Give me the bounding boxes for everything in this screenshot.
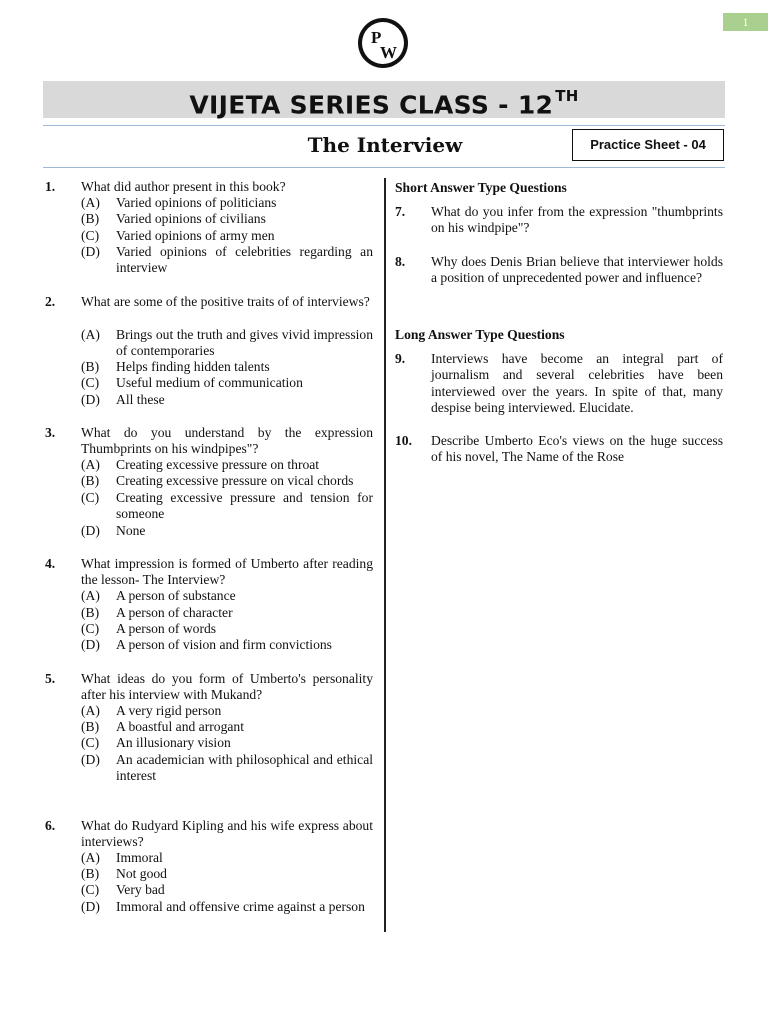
question-number: 6. xyxy=(45,818,56,833)
question-number: 9. xyxy=(395,351,406,366)
question-text: Describe Umberto Eco's views on the huge success of his novel, The Name of the Rose xyxy=(431,433,723,465)
question-number: 1. xyxy=(45,179,56,194)
question-text: What did author present in this book? xyxy=(81,179,286,194)
short-answer-heading: Short Answer Type Questions xyxy=(395,180,567,195)
series-title-sup: TH xyxy=(555,87,579,105)
question-text: What ideas do you form of Umberto's personality after his interview with Mukand? xyxy=(81,671,373,703)
question-text: What are some of the positive traits of of interviews? xyxy=(81,294,370,309)
question-text: Interviews have become an integral part of journalism and several celebrities have been interviewed over the years. In spite of that, many despise being interviewed. Elucidate. xyxy=(431,351,723,415)
question-text: What impression is formed of Umberto after reading the lesson- The Interview? xyxy=(81,556,373,588)
pw-logo xyxy=(358,18,408,68)
question-text: What do you understand by the expression Thumbprints on his windpipes"? xyxy=(81,425,373,457)
question-number: 8. xyxy=(395,254,406,269)
page-number: 1 xyxy=(723,13,768,31)
question-number: 5. xyxy=(45,671,56,686)
question-number: 3. xyxy=(45,425,56,440)
header-rule-top xyxy=(43,125,725,126)
series-title: VIJETA SERIES CLASS - 12 xyxy=(189,90,554,120)
column-divider xyxy=(384,178,386,932)
long-answer-heading: Long Answer Type Questions xyxy=(395,327,565,342)
question-text: What do Rudyard Kipling and his wife express about interviews? xyxy=(81,818,373,850)
chapter-title: The Interview xyxy=(307,133,463,157)
svg-text:P: P xyxy=(371,28,382,47)
svg-text:W: W xyxy=(380,43,397,62)
practice-sheet-label: Practice Sheet - 04 xyxy=(572,129,724,161)
question-text: Why does Denis Brian believe that interviewer holds a position of unprecedented power and influence? xyxy=(431,254,723,286)
question-number: 2. xyxy=(45,294,56,309)
question-text: What do you infer from the expression "thumbprints on his windpipe"? xyxy=(431,204,723,236)
question-number: 7. xyxy=(395,204,406,219)
question-number: 4. xyxy=(45,556,56,571)
series-title-banner xyxy=(43,81,725,118)
question-number: 10. xyxy=(395,433,412,448)
header-rule-bottom xyxy=(43,167,725,168)
